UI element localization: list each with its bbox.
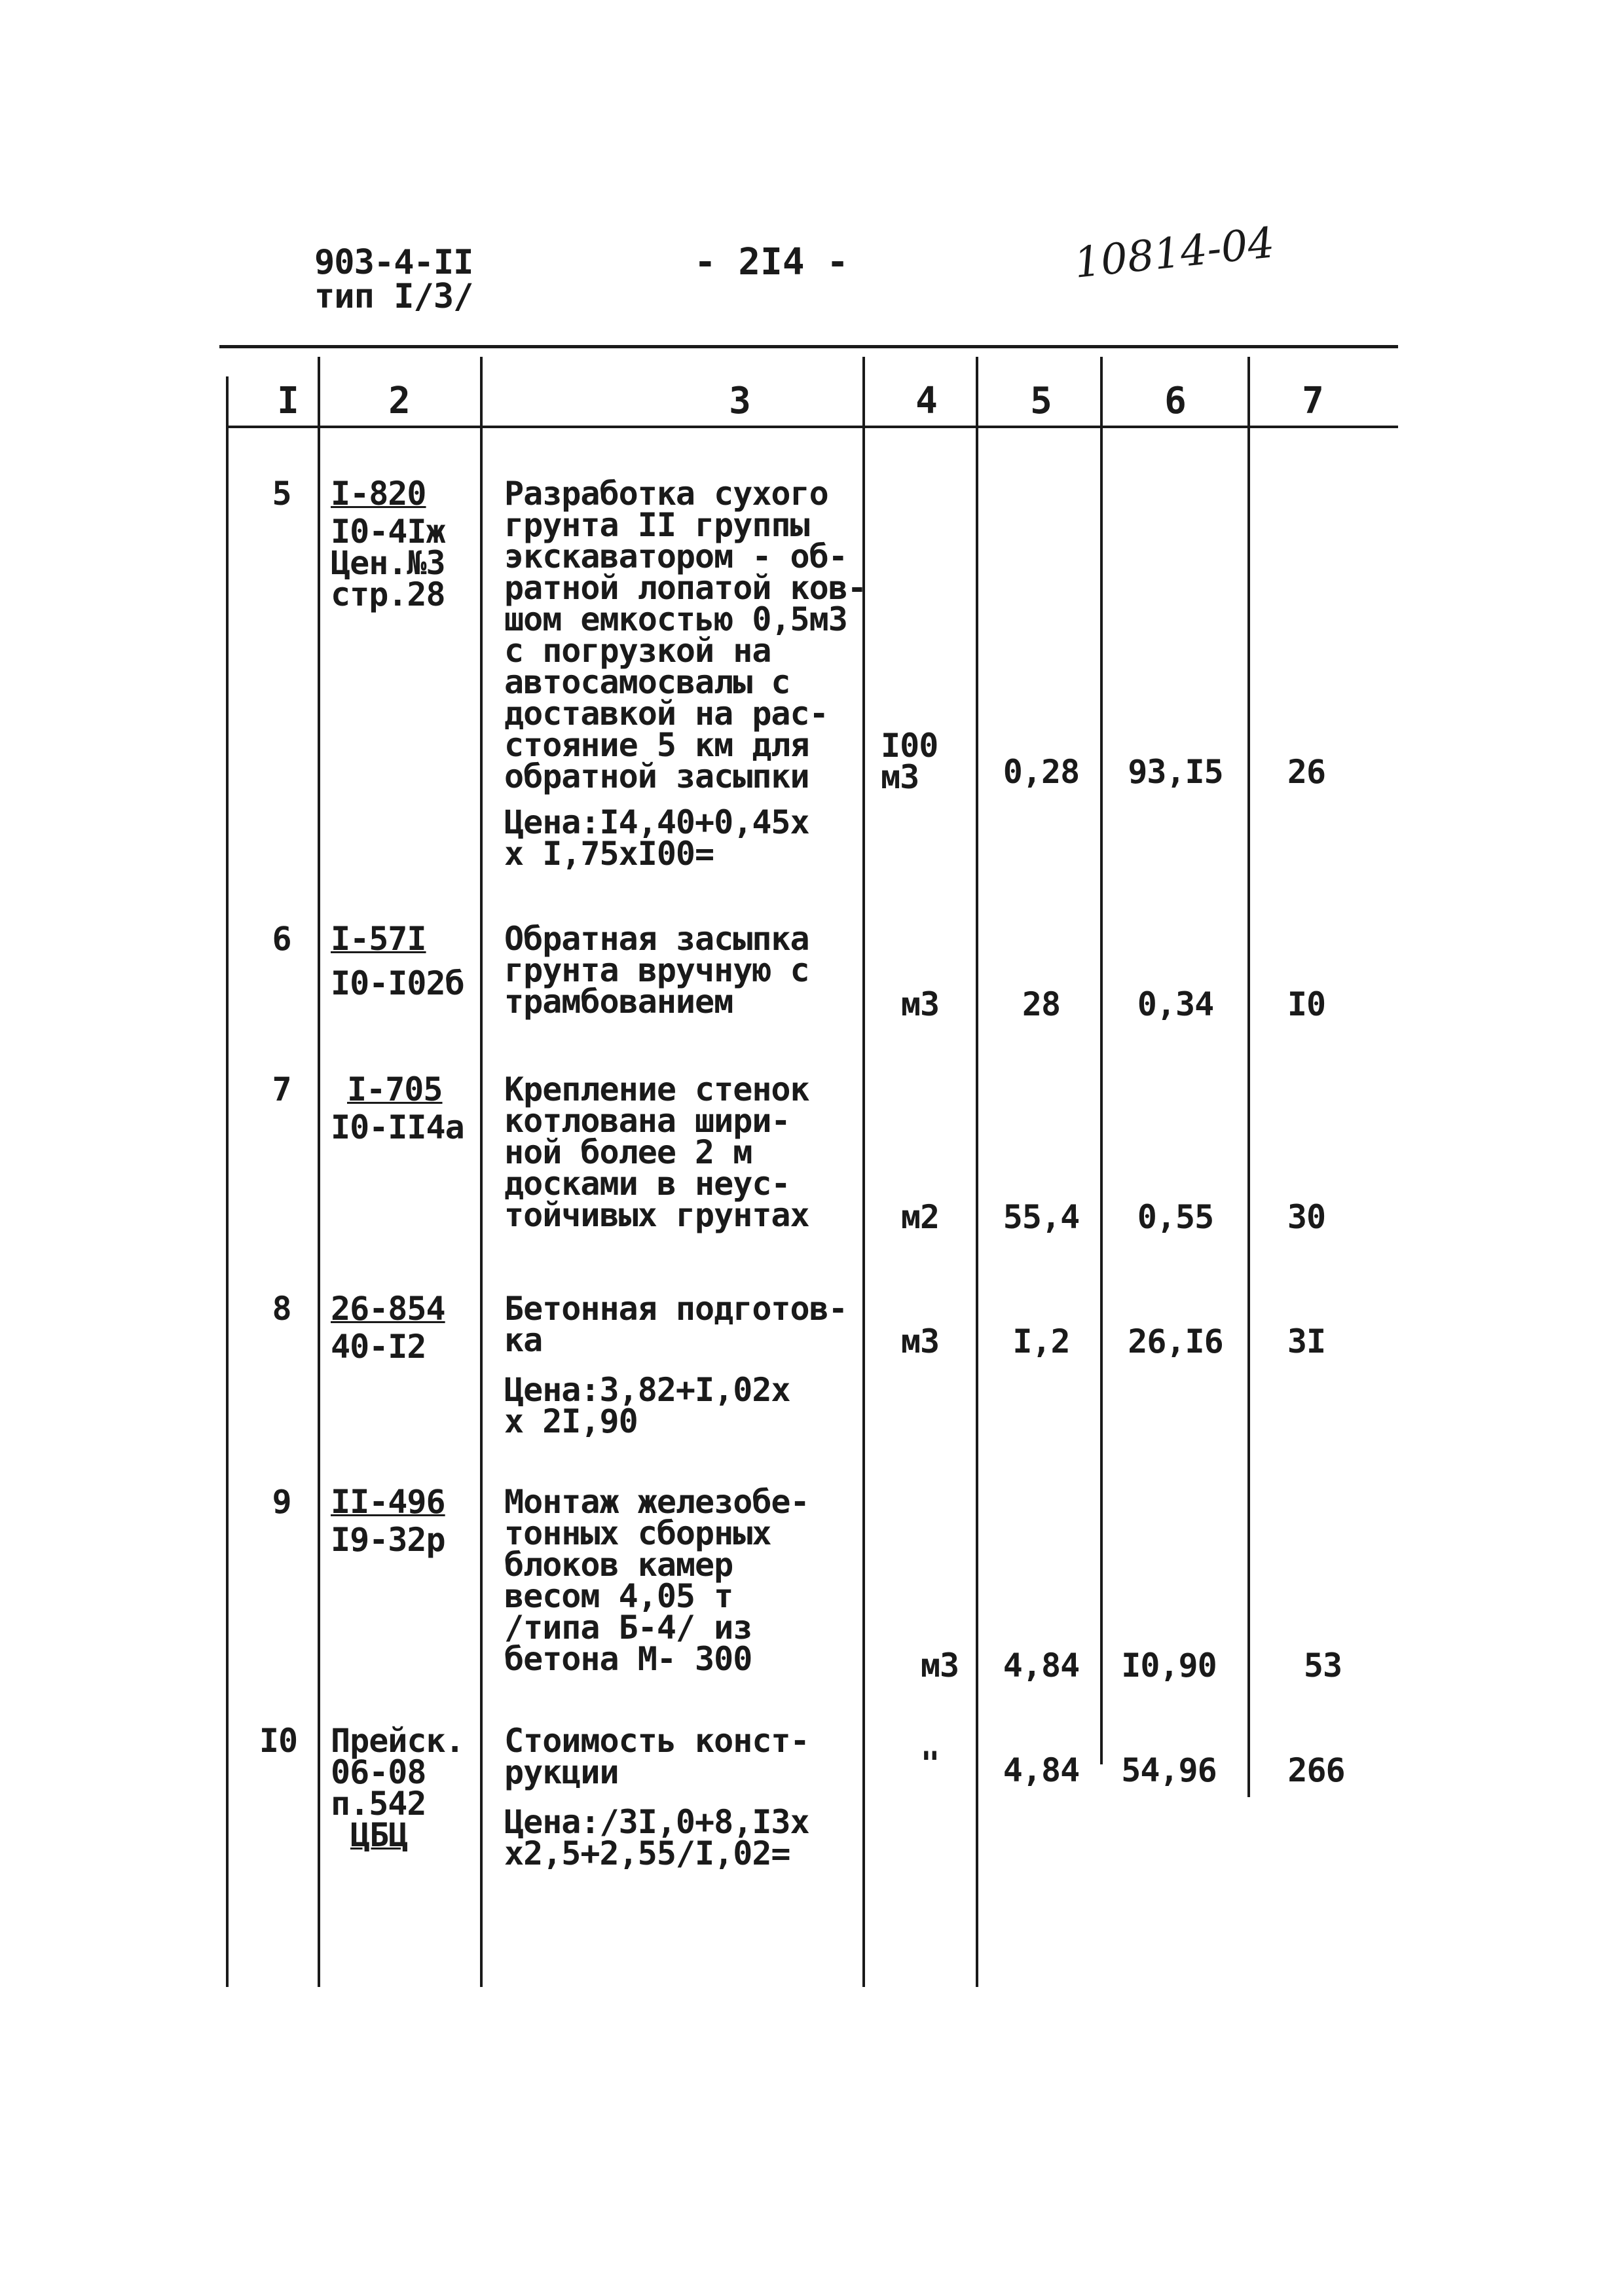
row-8-quantity: I,2 <box>1012 1322 1070 1360</box>
row-5-quantity: 0,28 <box>1003 753 1080 791</box>
column-divider <box>976 357 978 1987</box>
reference-code: 06-08 <box>331 1753 426 1791</box>
row-5-number: 5 <box>272 475 291 513</box>
row-6-description <box>504 920 809 1021</box>
row-7-quantity: 55,4 <box>1003 1198 1080 1236</box>
row-5-price: 93,I5 <box>1128 753 1223 791</box>
description-line: шом емкостью 0,5м3 <box>504 600 847 638</box>
row-9-quantity: 4,84 <box>1003 1647 1080 1685</box>
description-line: Стоимость конст- <box>504 1722 809 1760</box>
row-6-total: I0 <box>1287 985 1326 1023</box>
description-line: автосамосвалы с <box>504 663 790 701</box>
reference-code: Прейск. <box>331 1722 464 1760</box>
description-line: бетона М- 300 <box>504 1640 752 1678</box>
description-line: весом 4,05 т <box>504 1577 733 1615</box>
row-9-total: 53 <box>1303 1647 1342 1685</box>
column-header-6: 6 <box>1164 380 1187 422</box>
description-line: блоков камер <box>504 1546 733 1584</box>
description-line: Крепление стенок <box>504 1070 809 1108</box>
reference-code: I0-4Iж <box>331 513 445 551</box>
row-10-reference <box>331 1722 464 1854</box>
column-divider <box>318 357 320 1987</box>
row-10-total: 266 <box>1287 1751 1345 1789</box>
row-10-description <box>504 1722 809 1872</box>
row-6-quantity: 28 <box>1022 985 1061 1023</box>
reference-code: Цен.№3 <box>331 544 445 582</box>
document-code-line2: тип I/3/ <box>314 277 473 316</box>
price-note: х 2I,90 <box>504 1402 638 1440</box>
reference-code: I0-I02б <box>331 964 464 1002</box>
description-line: трамбованием <box>504 983 733 1021</box>
reference-code: I-705 <box>347 1070 443 1108</box>
document-code-line1: 903-4-II <box>314 243 473 282</box>
row-8-description <box>504 1290 847 1440</box>
description-line: с погрузкой на <box>504 632 771 670</box>
description-line: Бетонная подготов- <box>504 1290 847 1328</box>
column-header-1: I <box>277 380 299 422</box>
price-note: х I,75хI00= <box>504 835 714 873</box>
row-6-unit: м3 <box>900 985 940 1023</box>
handwritten-code: 10814-04 <box>1071 219 1277 288</box>
row-9-description <box>504 1483 809 1678</box>
description-line: тойчивых грунтах <box>504 1196 809 1234</box>
column-divider <box>226 376 229 1987</box>
description-line: грунта вручную с <box>504 951 809 989</box>
row-9-number: 9 <box>272 1483 291 1521</box>
description-line: ратной лопатой ков- <box>504 569 866 607</box>
description-line: досками в неус- <box>504 1165 790 1203</box>
description-line: рукции <box>504 1753 619 1791</box>
reference-code: п.542 <box>331 1785 426 1823</box>
row-9-reference <box>331 1483 445 1559</box>
column-header-5: 5 <box>1030 380 1052 422</box>
reference-code: II-496 <box>331 1483 445 1521</box>
column-header-2: 2 <box>388 380 411 422</box>
description-line: стояние 5 км для <box>504 726 809 764</box>
row-10-price: 54,96 <box>1121 1751 1217 1789</box>
price-note: Цена:/3I,0+8,I3х <box>504 1803 809 1841</box>
price-note: Цена:I4,40+0,45х <box>504 803 809 841</box>
page-number: - 2I4 - <box>694 241 849 283</box>
row-7-reference <box>331 1070 464 1146</box>
price-note: Цена:3,82+I,02х <box>504 1371 790 1409</box>
row-6-price: 0,34 <box>1137 985 1214 1023</box>
description-line: Разработка сухого <box>504 475 828 513</box>
unit-line: I00 <box>881 727 938 765</box>
column-divider <box>1247 357 1250 1797</box>
reference-code: I-820 <box>331 475 426 513</box>
row-8-total: 3I <box>1287 1322 1326 1360</box>
reference-code: стр.28 <box>331 575 445 613</box>
document-code <box>314 243 473 316</box>
column-header-3: 3 <box>729 380 751 422</box>
description-line: грунта II группы <box>504 506 809 544</box>
row-5-reference <box>331 475 445 613</box>
row-9-price: I0,90 <box>1121 1647 1217 1685</box>
row-7-unit: м2 <box>900 1198 940 1236</box>
description-line: экскаватором - об- <box>504 538 847 575</box>
row-5-unit <box>881 727 959 796</box>
description-line: котлована шири- <box>504 1102 790 1140</box>
reference-code: I-57I <box>331 920 426 958</box>
column-divider <box>1100 357 1103 1764</box>
table-top-rule <box>219 345 1398 348</box>
row-10-unit: " <box>920 1745 940 1783</box>
row-8-price: 26,I6 <box>1128 1322 1223 1360</box>
description-line: обратной засыпки <box>504 757 809 795</box>
row-6-number: 6 <box>272 920 291 958</box>
column-divider <box>480 357 483 1987</box>
row-6-reference <box>331 920 464 1002</box>
description-line: ка <box>504 1321 543 1359</box>
column-header-4: 4 <box>915 380 938 422</box>
row-10-number: I0 <box>259 1722 298 1760</box>
description-line: Монтаж железобе- <box>504 1483 809 1521</box>
description-line: тонных сборных <box>504 1514 771 1552</box>
row-8-reference <box>331 1290 445 1366</box>
row-8-unit: м3 <box>900 1322 940 1360</box>
description-line: ной более 2 м <box>504 1133 752 1171</box>
row-7-total: 30 <box>1287 1198 1326 1236</box>
description-line: Обратная засыпка <box>504 920 809 958</box>
row-9-unit: м3 <box>920 1647 959 1685</box>
unit-line: м3 <box>881 758 919 796</box>
description-line: /типа Б-4/ из <box>504 1609 752 1647</box>
row-5-description <box>504 475 866 873</box>
row-10-quantity: 4,84 <box>1003 1751 1080 1789</box>
row-7-price: 0,55 <box>1137 1198 1214 1236</box>
row-5-total: 26 <box>1287 753 1326 791</box>
row-7-description <box>504 1070 809 1234</box>
description-line: доставкой на рас- <box>504 695 828 733</box>
reference-code: I9-32р <box>331 1521 445 1559</box>
price-note: х2,5+2,55/I,02= <box>504 1834 790 1872</box>
reference-code: I0-II4а <box>331 1108 464 1146</box>
row-7-number: 7 <box>272 1070 291 1108</box>
reference-code: ЦБЦ <box>350 1816 408 1854</box>
reference-code: 40-I2 <box>331 1328 426 1366</box>
column-header-7: 7 <box>1302 380 1324 422</box>
row-8-number: 8 <box>272 1290 291 1328</box>
table-header-rule <box>226 426 1398 428</box>
reference-code: 26-854 <box>331 1290 445 1328</box>
